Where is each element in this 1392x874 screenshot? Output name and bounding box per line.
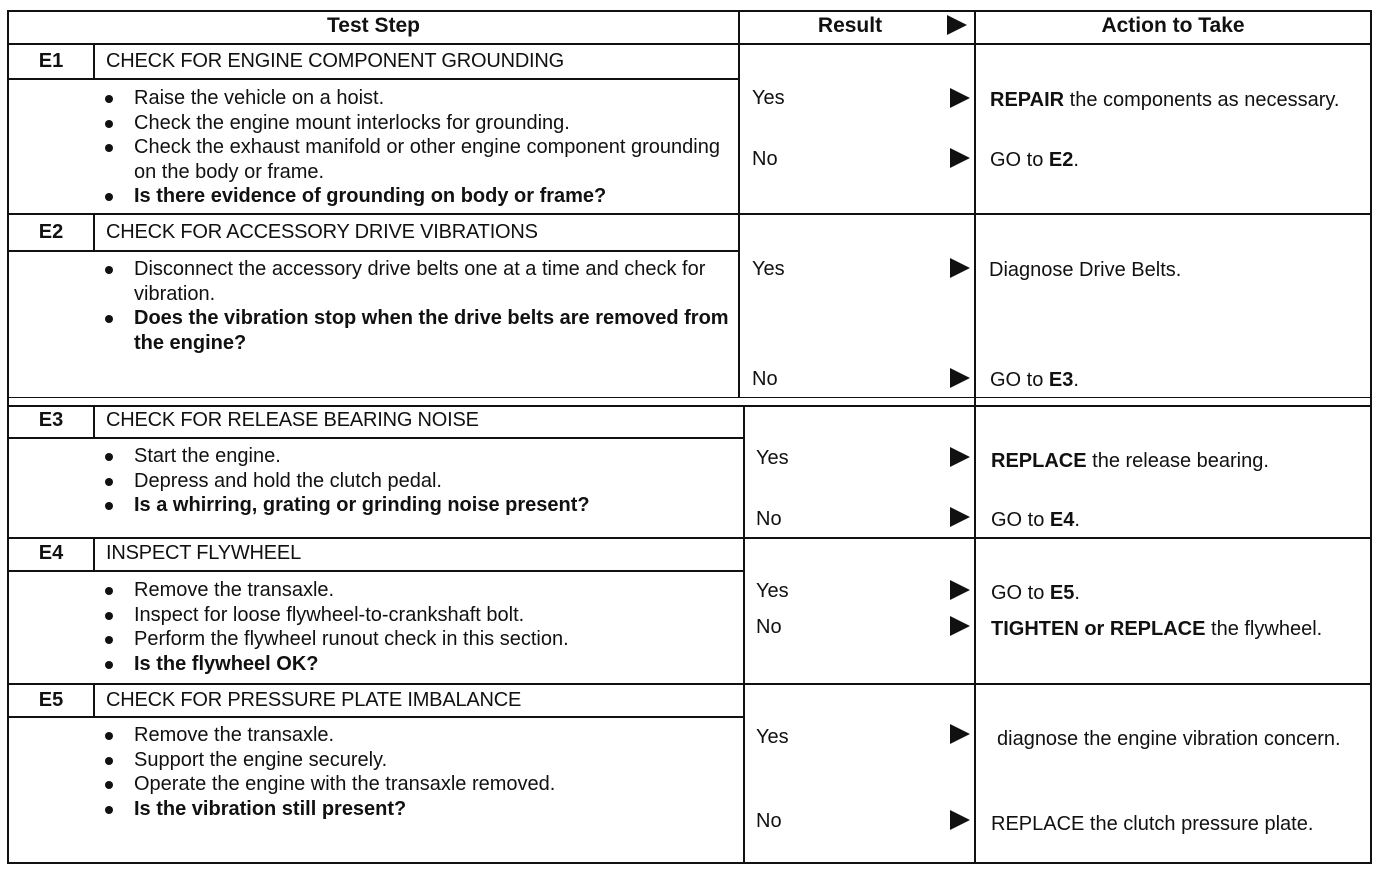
bullet-icon	[105, 266, 113, 274]
step-title-e4: INSPECT FLYWHEEL	[106, 542, 301, 564]
step-code-e4: E4	[38, 542, 64, 564]
step-bullets-e4	[96, 578, 736, 676]
bullet-icon	[105, 781, 113, 789]
result-yes-e3: Yes	[756, 447, 789, 469]
step-separator-e2	[7, 213, 1372, 215]
list-item: Depress and hold the clutch pedal.	[96, 469, 736, 494]
arrow-icon	[950, 258, 970, 278]
result-no-e2: No	[752, 368, 778, 390]
bullet-icon	[105, 806, 113, 814]
step-code-e3: E3	[38, 409, 64, 431]
list-item-question: Is a whirring, grating or grinding noise present?	[96, 493, 736, 518]
action-no-e1: GO to E2.	[990, 149, 1079, 171]
arrow-icon	[950, 88, 970, 108]
step-bullets-e2	[96, 257, 736, 355]
step-separator-e3-a	[7, 397, 1372, 398]
action-yes-e5: diagnose the engine vibration concern.	[997, 728, 1341, 750]
step-title-e5: CHECK FOR PRESSURE PLATE IMBALANCE	[106, 689, 522, 711]
title-underline-e1	[7, 78, 740, 80]
arrow-icon	[950, 507, 970, 527]
action-yes-e1: REPAIR the components as necessary.	[990, 89, 1340, 111]
bullet-icon	[105, 453, 113, 461]
action-yes-e3: REPLACE the release bearing.	[991, 450, 1269, 472]
action-no-e3: GO to E4.	[991, 509, 1080, 531]
title-underline-e4	[7, 570, 745, 572]
code-divider-e3	[93, 406, 95, 439]
arrow-icon	[950, 616, 970, 636]
step-separator-e5	[7, 683, 1372, 685]
code-divider-e1	[93, 43, 95, 80]
list-item: Raise the vehicle on a hoist.	[96, 86, 736, 111]
bullet-icon	[105, 732, 113, 740]
list-item: Start the engine.	[96, 444, 736, 469]
result-no-e1: No	[752, 148, 778, 170]
action-no-e5: REPLACE the clutch pressure plate.	[991, 813, 1314, 835]
header-arrow-icon	[947, 15, 967, 35]
header-result: Result	[817, 14, 883, 37]
bullet-icon	[105, 661, 113, 669]
bullet-icon	[105, 193, 113, 201]
list-item: Remove the transaxle.	[96, 578, 736, 603]
list-item: Perform the flywheel runout check in this section.	[96, 627, 736, 652]
header-action: Action to Take	[1101, 14, 1245, 37]
step-code-e2: E2	[38, 221, 64, 243]
column-divider-result	[738, 10, 740, 398]
bullet-icon	[105, 636, 113, 644]
action-yes-e2: Diagnose Drive Belts.	[989, 259, 1182, 281]
column-divider-result-lower	[743, 405, 745, 864]
bullet-icon	[105, 315, 113, 323]
table-border-bottom	[7, 862, 1372, 864]
code-divider-e2	[93, 214, 95, 252]
list-item-question: Is the flywheel OK?	[96, 652, 736, 677]
arrow-icon	[950, 368, 970, 388]
bullet-icon	[105, 144, 113, 152]
result-no-e5: No	[756, 810, 782, 832]
step-separator-e3-b	[7, 405, 1372, 407]
arrow-icon	[950, 810, 970, 830]
arrow-icon	[950, 447, 970, 467]
step-title-e1: CHECK FOR ENGINE COMPONENT GROUNDING	[106, 50, 565, 72]
result-yes-e2: Yes	[752, 258, 785, 280]
header-divider	[7, 43, 1372, 45]
result-yes-e1: Yes	[752, 87, 785, 109]
bullet-icon	[105, 478, 113, 486]
step-code-e1: E1	[38, 50, 64, 72]
action-yes-e4: GO to E5.	[991, 582, 1080, 604]
list-item: Inspect for loose flywheel-to-crankshaft bolt.	[96, 603, 736, 628]
bullet-icon	[105, 757, 113, 765]
arrow-icon	[950, 580, 970, 600]
action-no-e2: GO to E3.	[990, 369, 1079, 391]
list-item: Support the engine securely.	[96, 748, 736, 773]
arrow-icon	[950, 724, 970, 744]
title-underline-e5	[7, 716, 745, 718]
step-bullets-e1	[96, 86, 736, 209]
bullet-icon	[105, 587, 113, 595]
result-no-e3: No	[756, 508, 782, 530]
list-item: Disconnect the accessory drive belts one at a time and check for vibration.	[96, 257, 736, 306]
bullet-icon	[105, 95, 113, 103]
list-item-question: Is there evidence of grounding on body or frame?	[96, 184, 736, 209]
step-title-e2: CHECK FOR ACCESSORY DRIVE VIBRATIONS	[106, 221, 538, 243]
bullet-icon	[105, 120, 113, 128]
code-divider-e5	[93, 684, 95, 718]
title-underline-e3	[7, 437, 745, 439]
table-border-top	[7, 10, 1372, 12]
list-item-question: Does the vibration stop when the drive belts are removed from the engine?	[96, 306, 736, 355]
list-item: Check the engine mount interlocks for grounding.	[96, 111, 736, 136]
title-underline-e2	[7, 250, 740, 252]
list-item: Check the exhaust manifold or other engine component grounding on the body or frame.	[96, 135, 736, 184]
table-border-right	[1370, 10, 1372, 864]
code-divider-e4	[93, 538, 95, 572]
step-title-e3: CHECK FOR RELEASE BEARING NOISE	[106, 409, 479, 431]
column-divider-action	[974, 10, 976, 864]
list-item: Operate the engine with the transaxle removed.	[96, 772, 736, 797]
action-no-e4: TIGHTEN or REPLACE the flywheel.	[991, 618, 1323, 640]
result-yes-e5: Yes	[756, 726, 789, 748]
bullet-icon	[105, 612, 113, 620]
result-no-e4: No	[756, 616, 782, 638]
list-item: Remove the transaxle.	[96, 723, 736, 748]
step-bullets-e3	[96, 444, 736, 518]
step-bullets-e5	[96, 723, 736, 821]
step-code-e5: E5	[38, 689, 64, 711]
arrow-icon	[950, 148, 970, 168]
list-item-question: Is the vibration still present?	[96, 797, 736, 822]
header-test-step: Test Step	[327, 14, 420, 37]
bullet-icon	[105, 502, 113, 510]
step-separator-e4	[7, 537, 1372, 539]
result-yes-e4: Yes	[756, 580, 789, 602]
